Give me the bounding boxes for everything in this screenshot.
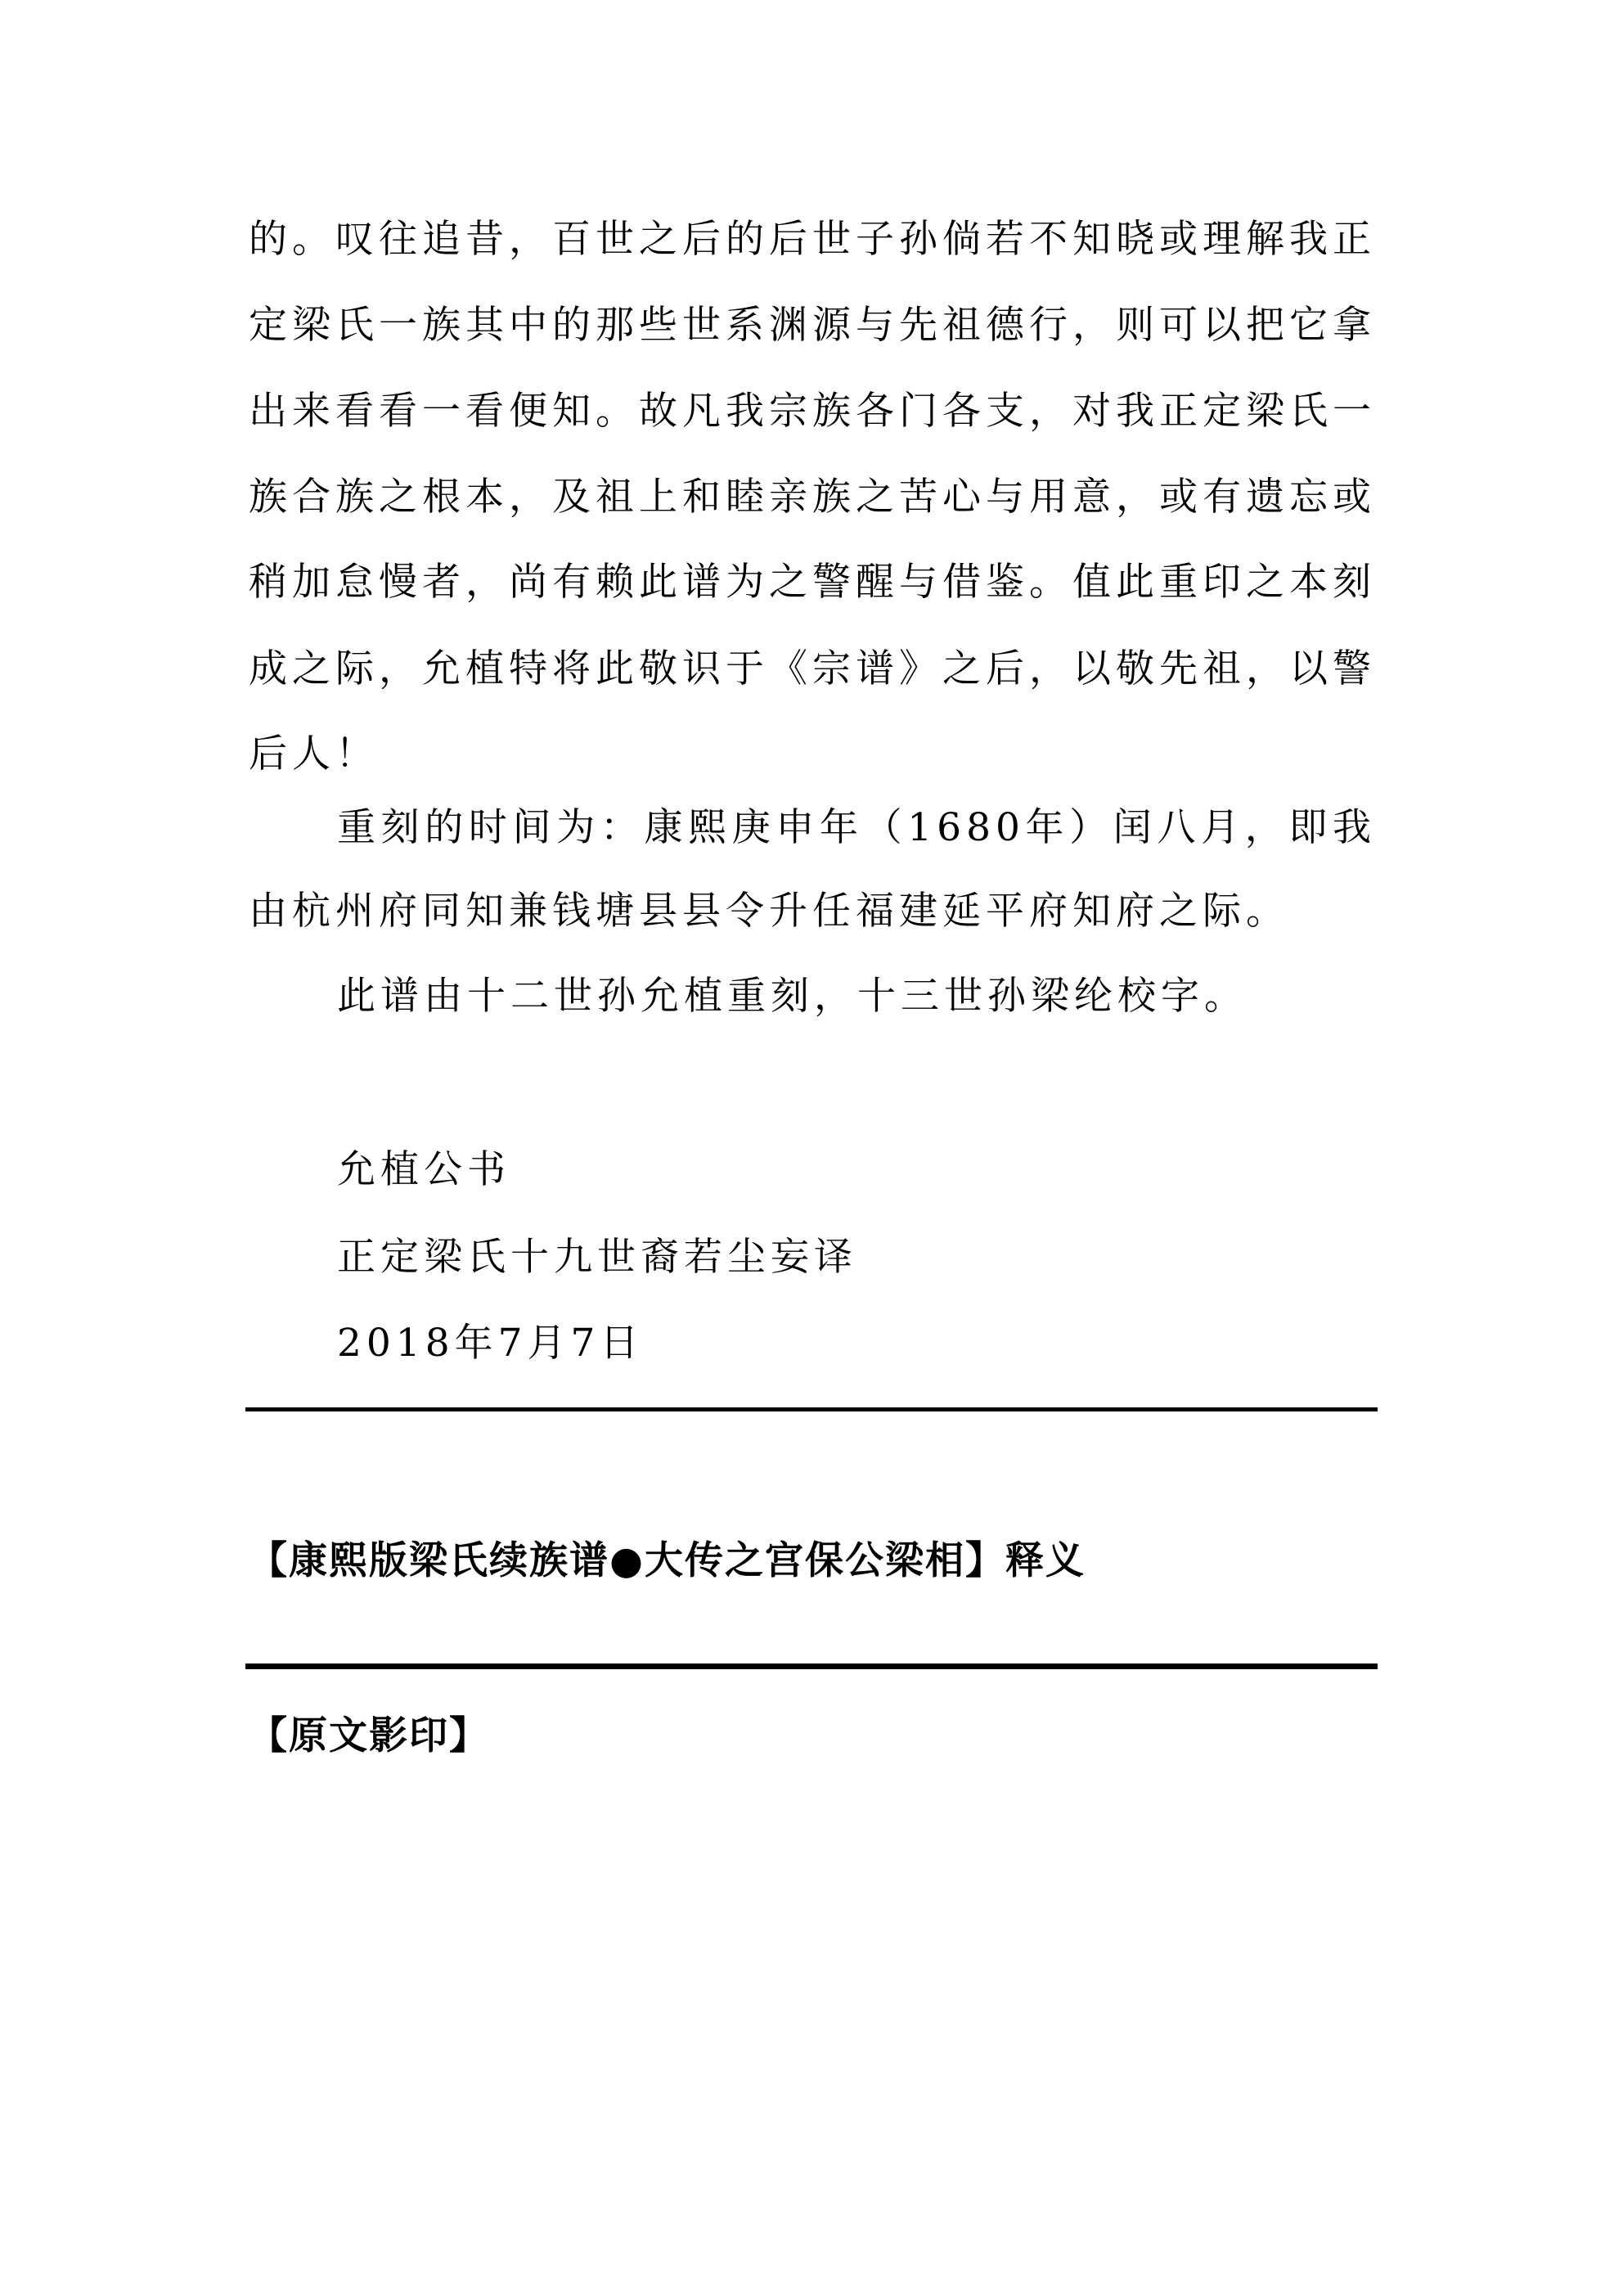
- section-divider: [245, 1407, 1378, 1411]
- body-text-line: 成之际，允植特将此敬识于《宗谱》之后，以敬先祖，以警: [249, 646, 1376, 691]
- body-text-line: 由杭州府同知兼钱塘县县令升任福建延平府知府之际。: [249, 889, 1289, 934]
- body-text-line: 族合族之根本，及祖上和睦亲族之苦心与用意，或有遗忘或: [249, 475, 1376, 520]
- signature-date: 2018年7月7日: [337, 1321, 644, 1366]
- signature-translator: 正定梁氏十九世裔若尘妄译: [337, 1235, 857, 1280]
- subsection-heading: 【原文影印】: [249, 1713, 489, 1758]
- body-text-line: 此谱由十二世孙允植重刻，十三世孙梁纶校字。: [337, 974, 1248, 1019]
- section-divider: [245, 1663, 1378, 1669]
- body-text-line: 重刻的时间为：康熙庚申年（1680年）闰八月，即我: [337, 805, 1376, 850]
- signature-author: 允植公书: [337, 1147, 510, 1192]
- body-text-line: 定梁氏一族其中的那些世系渊源与先祖德行，则可以把它拿: [249, 303, 1376, 348]
- body-text-line: 稍加怠慢者，尚有赖此谱为之警醒与借鉴。值此重印之本刻: [249, 560, 1376, 605]
- body-text-line: 的。叹往追昔，百世之后的后世子孙倘若不知晓或理解我正: [249, 217, 1376, 262]
- section-heading: 【康熙版梁氏续族谱●大传之宫保公梁相】释义: [249, 1538, 1086, 1583]
- body-text-line: 出来看看一看便知。故凡我宗族各门各支，对我正定梁氏一: [249, 389, 1376, 434]
- body-text-line: 后人！: [249, 732, 379, 777]
